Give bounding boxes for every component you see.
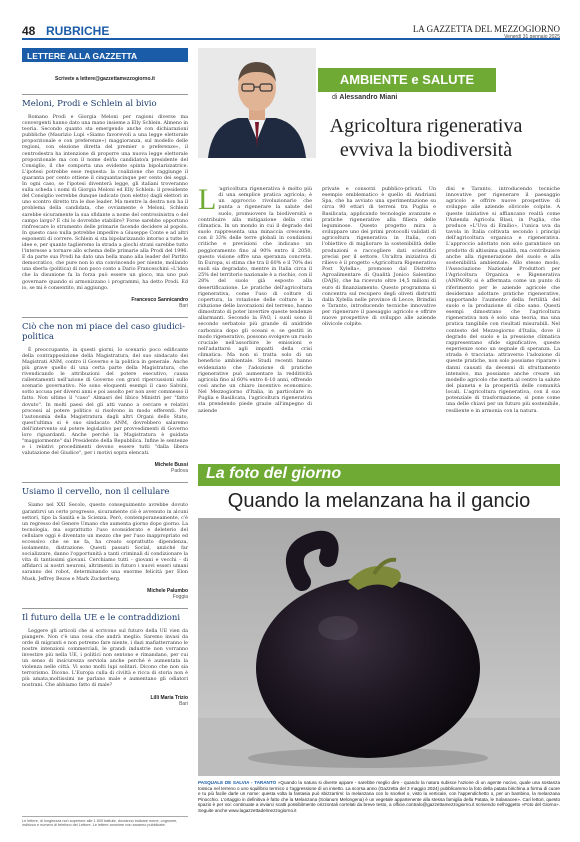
letters-contact[interactable]: Scrivete a lettere@gazzettamezzogiorno.it xyxy=(55,76,155,82)
article-body xyxy=(198,183,560,446)
article-text: private e consorzi pubblico-privati. Un esempio emblematico è quello di Andriani Spa, che ha avviato una sperimentazione su circa 90 ettari di terreni tra Puglia e Basilicata, applicando tecnologie avanzate e pratiche rigenerative alla filiera delle leguminose. Questo progetto mira a sviluppare uno dei primi protocolli validati di agricoltura rigenerativa in Italia, con l'obiettivo di migliorare la sostenibilità delle produzioni e raccogliere dati scientifici precisi per il settore. Un'altra iniziativa di rilievo è il progetto «Agricoltura Rigenerativa Post Xylella», promosso dal Distretto Agroalimentare di Qualità Jonico Salentino (DAJS), che ha ricevuto oltre 14,5 milioni di euro di finanziamento. Questo programma si concentra sul recupero degli oliveti distrutti dalla Xylella nelle province di Lecce, Brindisi e Taranto, introducendo tecniche innovative per rigenerare il paesaggio agricolo e offrire nuove prospettive di sviluppo alle aziende olivicole colpite. xyxy=(322,186,436,328)
byline-prefix: di xyxy=(332,94,338,101)
letter-body: Siamo nel XXI Secolo, questo conseguimento avrebbe dovuto garantirvi un certo progresso, sicuramente ciò è avvenuto in alcuni settori, tipo la Sanità e la Scienza. Però, contemporaneamente, c'è un regresso del Genere Umano che aumenta giorno dopo giorno. La tecnologia, ma soprattutto l'uso sconsiderato e deleterio del cellulare oggi è diventato un mezzo che per l'uso inappropriato ed eccessivo che se ne fa, ha creato soprattutto dipendenza, isolamento, distrazione. Questi passati Social, anziché far socializzare, danno l'opportunità a tanti criminali di condizionare la vita di tantissimi giovani. Cerchiamo tutti - giovani e vecchi - di affidarci ai nostri neuroni, altrimenti in futuro i nuovi esseri umani saranno dei robot, determinando una enorme felicità per Elon Musk, Jeffrey Bezos e Mark Zuckerberg. xyxy=(22,503,188,582)
headline-line-2: evviva la biodiversità xyxy=(339,139,513,161)
letter-signature: Michele Palumbo xyxy=(147,587,188,594)
section-name: RUBRICHE xyxy=(46,24,110,38)
article-column-1 xyxy=(198,183,312,414)
letter-signature: Lilli Maria Trizio xyxy=(150,694,188,701)
eggplant-photo xyxy=(198,518,560,776)
caption-text: «Quando la natura si diverte appare - sarebbe meglio dire - quando la natura subisce l'azione di un agente nocivo, quale una sostanza tossica nel terreno o uno squilibrio termico o l'aggressione di un insetto. La scorsa anno (Gazzetta del 3 maggio 2024) pubblicammo la foto della patata birichina a forma di cuore e tu più facile darle un nome: questa volta la fantasia può sbizzarrirsi: la melanzana con lo snorkel o, visto la verticale, con l'appendichetto o, per un bambino, la melanzana Pinocchio. L'ortaggio in definitiva è fatto che la Melanzana (Solanum Melongena) è un vegetale appartenente alla stessa famiglia della Patata, le Solanacee». Cari lettori, questo spazio è per voi: continuate a inviarci scatti possibilmente orizzontali correlati da breve testo, a officie.contralo@gazzettamezzogiorno.it scrivendo nell'oggetto «Foto del Giorno». Seguite anche www.lagazzettadelmezzogiorno.it xyxy=(198,780,561,813)
letter-title: Il futuro della UE e le contraddizioni xyxy=(22,608,188,623)
foto-headline: Quando la melanzana ha il gancio xyxy=(227,490,531,512)
page-header xyxy=(22,24,560,40)
headline-line-1: Agricoltura rigenerativa xyxy=(329,115,523,137)
author-name: Alessandro Miani xyxy=(339,94,398,101)
eggplant-image xyxy=(198,518,560,776)
foto-banner xyxy=(198,464,560,486)
letter xyxy=(22,482,188,599)
article-column-2 xyxy=(322,186,436,328)
letter-place: Bari xyxy=(179,700,188,707)
letter-body: Romano Prodi e Giorgia Meloni per ragioni diverse ma convergenti hanno dato una mano insieme a Elly Schlein. Almeno in teoria. Secondo quanto sta emergendo anche con dichiarazioni pubbliche (Maurizio Lupi «Siamo favorevoli a una legge elettorale proporzionale e con preferenze») maggioranza, sul modello delle regioni, con elezione diretta del premier o preferenze», il centrodestra ha intenzione di proporre una nuova legge elettorale proporzionale ma con il nome del/la candidato/a presidente del Consiglio, il che comporta una evidente spinta bipolarizzatrice. L'ipotesi potrebbe esse requesta: la coalizione che raggiunge il quaranta per cento ottiene il cinquantacinque per cento dei seggi. In ogni caso, se l'ipotesi diventerà legge, gli italiani troveranno sulla scheda i nomi di Giorgia Meloni ed Elly Schlein: il presidente del Consiglio verrebbe dunque indicato (non eletto) dagli elettori in uno scontro diretto tra le due leader. Ma mentre la destra non ha il problema della candidata, che ovviamente è Meloni, Schlein sarebbe sicuramente la sua sfidante a nome del centrosinistra o del campo largo? E chi lo dovrebbe stabilire? Forse sarebbe opportuno rinfrescare lo strumento delle primarie facendo decidere al popolo. In questo caso nulla potrebbe impedire a Giuseppe Conte e ad altri esponenti di correre. Schlein si sta bipolarizzando intorno a tutte le idee e, per quanto taglieremo la strada a giochi strani sarebbe tutto l'interesse a tornare allo schema delle primarie alla Prodi del 1996. E da parte sua Prodi ha dato una bella mano alla leader del Partito democratico, che pure non lo sta convincendo per niente, mollando una sberla (politica) di non poco conto a Dario Franceschini «L'idea che la disunione fa la forza può essere un gioco, ma uno può governare quando si armonizzano i programmi, ha detto Prodi. Ed io, se mi è consentito, mi aggiungo. xyxy=(22,115,188,291)
article-text: 'agricoltura rigenerativa è molto più di una semplice pratica agricola; è un approccio rivoluzionario che punta a rigenerare la salute del suolo, promuovere la biodiversità e contribuire alla mitigazione della crisi climatica. In un mondo in cui il degrado del suolo rappresenta una minaccia crescente, con il 33% delle terre globali in condizioni critiche e previsioni che indicano un peggioramento fino al 90% entro il 2050, questo visione offre una speranza concreta. In Europa, si stima che tra il 60% e il 70% dei suoli sia degradato, mentre in Italia circa il 25% del territorio nazionale è a rischio, con il 28% del suolo già esposto alla desertificazione. Le pratiche dell'agricoltura rigenerativa, come l'uso di colture di copertura, la rotazione delle colture e la riduzione delle lavorazioni del terreno, hanno dimostrato di poter invertire queste tendenze allarmanti. Secondo la FAO, i suoli sono il secondo serbatoio più grande di anidride carbonica dopo gli oceani e, se gestiti in modo rigenerativo, possono svolgere un ruolo cruciale nell'assorbire le emissioni e nell'adattarsi agli impatti della crisi climatica. Ma non si tratta solo di un beneficio ambientale. Studi recenti hanno evidenziato che l'adozione di pratiche rigenerative può aumentare la redditività agricola fino al 60% entro 6-10 anni, offrendo così anche un chiaro incentivo economico. Nel Mezzogiorno d'Italia, in particolare in Puglia e Basilicata, l'agricoltura rigenerativa sta prendendo piede grazie all'impegno di aziende xyxy=(198,186,312,414)
letter xyxy=(22,94,188,309)
letter-body: È preoccupante, in questi giorni, lo scenario poco edificante della contrapposizione della Magistratura, del suo sindacato dei Magistrati ANM, contro il Governo e la politica in generale. Anche più grave quello di una certa parte della Magistratura, che rivendicando le attribuzioni del potere esecutivo, causa rallentamenti nell'azione di Governo con gravi ripercussioni sullo scenario governativo. Ne sono eloquenti esempi il caso Salvini, sotto accusa per diversi anni e poi assolto per non aver commesso il fatto. Non ultimo il "caso" Almasri del libico Ministri per "fatto dovuto". In molti paesi del gli atti vanno a cercare e relativi processi al potere politico si risolvono in modo efferenti. Per l'autonomia della Magistratura dagli altri Organi dello Stato, quest'ultima si è suo sindacato ANM, dovrebbero salaremo dell'intervento sul potere legislativo per provvedimenti di Governo loro riguardanti. Anche perché la Magistratura è guidata "maggiormente" dal Presidente della Repubblica. Infine le sentenze e i relativi procedimenti devono essere tutti "dalla libera valutazione del Giudice", per i motivi sopra elencati. xyxy=(22,347,188,457)
letters-column xyxy=(22,48,188,828)
letter-signature: Michele Bussi xyxy=(154,462,188,469)
letter xyxy=(22,317,188,475)
article-headline xyxy=(292,114,560,162)
letter-title: Ciò che non mi piace del caso giudici-politica xyxy=(22,317,188,342)
dropcap: L xyxy=(198,183,217,216)
letter xyxy=(22,608,188,707)
letter-body: Leggere gli articoli che si scrivono sul futuro della UE vien da piangere. Non c'è una cosa che andrà meglio. Saremo invasi da orde di migranti e non potremo fare niente, i dazi mafiatterranno le nostre intenzioni commerciali, le grandi industrie non vorranno investire più nella UE, i politici non sentono e rimandano, per cui un senso di insicurezza serviola anche perché è aumentata la violenza nelle città. Vi sono molti lupi solitari. Dicono che non sia terrorismo. Dicono. L'Europa culla di civiltà e ricca di storia non è più amata,moltissimi ne parlano male e aumentano gli odiatori nostrani. Che abbiamo fatto di male? xyxy=(22,628,188,689)
letter-place: Padova xyxy=(171,468,188,475)
article-byline xyxy=(332,94,397,101)
letter-signature: Francesco Sannicandro xyxy=(131,296,188,303)
letter-place: Foggia xyxy=(172,593,188,600)
article-text: disi e Taranto, introducendo tecniche innovative per rigenerare il paesaggio agricolo e offrire nuove prospettive di sviluppo alle aziende olivicole colpite. A queste iniziative si affiancano realtà come l'Azienda Agricola Blasi, in Puglia, che produce «L'Uva di Emilio», l'unica uva da tavola in Italia coltivata secondo i principi dell'agricoltura organica e rigenerativa. L'approccio adottato non solo garantisce un prodotto di altissima qualità, ma contribuisce anche alla rigenerazione del suolo e alla sostenibilità ambientale. Allo stesso modo, l'Associazione Nazionale Produttori per l'Agricoltura Organica e Rigenerativa (ANPAOR) si è affermata come un punto di riferimento per le aziende agricole che desiderano adottare pratiche rigenerative, supportando l'aumento della fertilità del suolo e la produzione di cibo sano. Questi esempi dimostrano che l'agricoltura rigenerativa non è solo una teoria, ma una pratica tangibile con risultati misurabili. Nel contesto del Mezzogiorno d'Italia, dove il degrado del suolo e la pressione climatica rappresentano sfide significative, queste esperienze sono un segnale di speranza. La strada è tracciata: attraverso l'adozione di queste pratiche, non solo possiamo riparare i danni causati da decenni di sfruttamento intensivo, ma possiamo anche creare un modello agricolo che metta al centro la salute del pianeta e la prosperità delle comunità locali. L'agricoltura rigenerativa, con il suo potenziale di trasformazione, si pone come una delle chiavi per un futuro più sostenibile, resiliente e in armonia con la natura. xyxy=(446,186,560,414)
letters-banner: LETTERE ALLA GAZZETTA xyxy=(22,48,188,62)
foto-banner-title: La foto del giorno xyxy=(206,465,342,482)
photo-caption xyxy=(198,780,560,814)
article-column-3 xyxy=(446,186,560,414)
letter-title: Usiamo il cervello, non il cellulare xyxy=(22,482,188,497)
letter-title: Meloni, Prodi e Schlein al bivio xyxy=(22,94,188,109)
page-number: 48 xyxy=(22,24,36,38)
rubric-badge: AMBIENTE e SALUTE xyxy=(318,68,496,92)
caption-author: PASQUALE DE SALVIA - TARANTO xyxy=(198,780,277,785)
letter-place: Bari xyxy=(179,302,188,309)
letters-footnote: Le lettere, di lunghezza non superiore alle 1.500 battute, dovranno indicare nome, cognome, indirizzo e numero di telefono del Lettore. Le lettere anonime non saranno pubblicate. xyxy=(22,816,188,828)
newspaper-name: LA GAZZETTA DEL MEZZOGIORNO xyxy=(412,24,560,34)
issue-date: Venerdì 31 gennaio 2025 xyxy=(504,34,560,40)
